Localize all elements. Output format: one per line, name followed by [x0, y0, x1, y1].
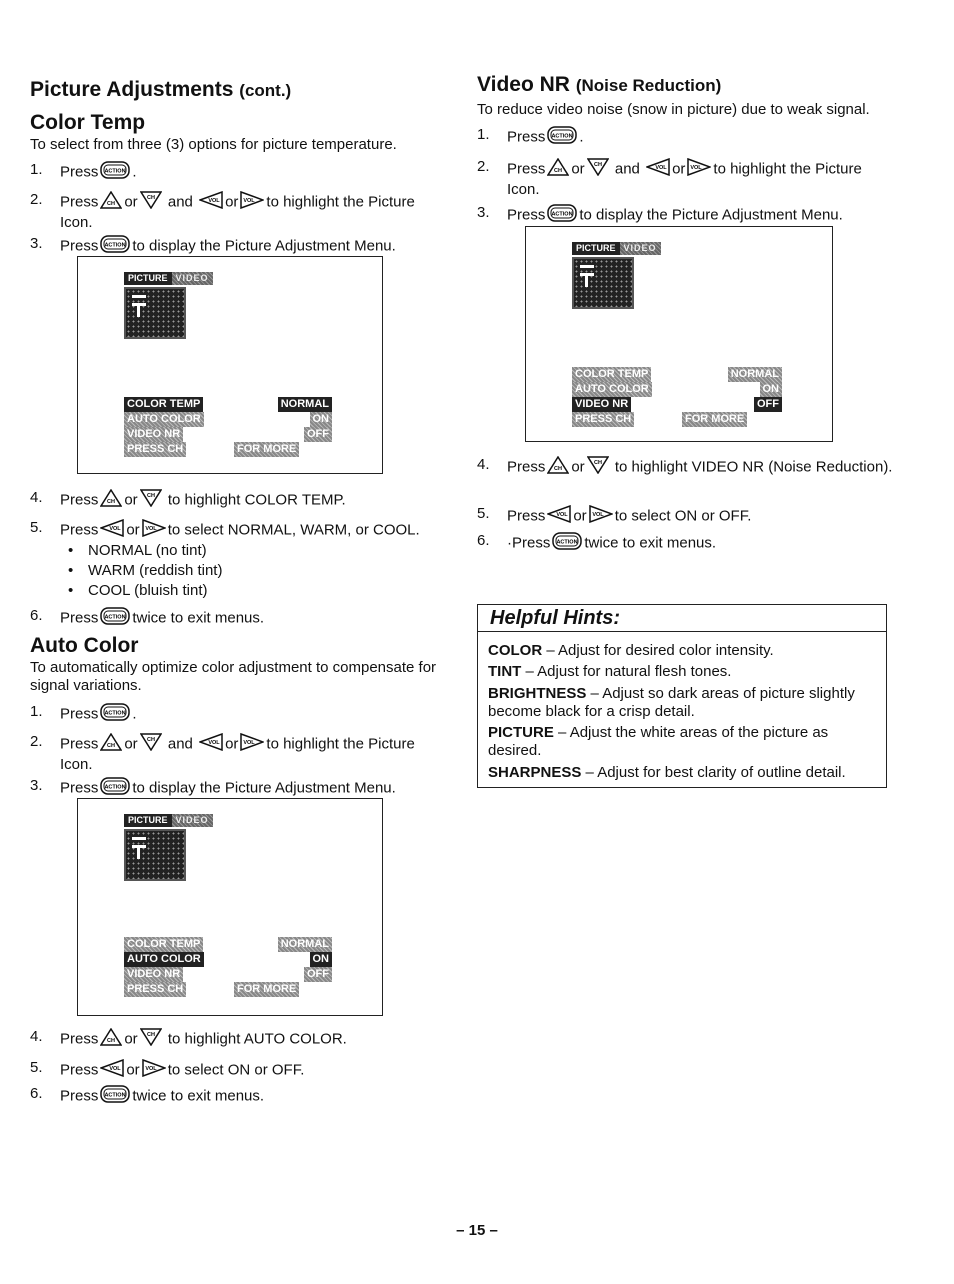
vol-right-icon [240, 733, 264, 756]
tab-picture: PICTURE [124, 814, 172, 827]
video-nr-intro: To reduce video noise (snow in picture) due to weak signal. [477, 101, 870, 118]
action-button-icon [100, 1085, 130, 1108]
tv-screen-color-temp [77, 256, 383, 474]
svg-text:VOL: VOL [145, 526, 157, 532]
tab-picture: PICTURE [572, 242, 620, 255]
svg-text:CH: CH [107, 201, 116, 207]
ch-down-icon [140, 1028, 162, 1051]
ch-down-icon [140, 191, 162, 214]
menu-list: COLOR TEMP NORMAL AUTO COLOR ON VIDEO NR OFF PRESS CH FOR MORE [124, 937, 332, 997]
svg-text:ACTION: ACTION [104, 614, 126, 621]
svg-text:VOL: VOL [208, 198, 220, 204]
action-button-icon [100, 607, 130, 630]
action-button-icon [100, 777, 130, 800]
svg-text:CH: CH [554, 168, 563, 174]
ch-up-icon [100, 733, 122, 756]
helpful-hints-title: Helpful Hints: [478, 605, 886, 632]
menu-list: COLOR TEMP NORMAL AUTO COLOR ON VIDEO NR OFF PRESS CH FOR MORE [124, 397, 332, 457]
ch-down-icon [587, 456, 609, 479]
ch-up-icon [100, 489, 122, 512]
svg-text:VOL: VOL [109, 526, 121, 532]
video-nr-step-4: 4. Press CH or CH to highlight VIDEO NR (Noise Reduction). [477, 456, 897, 494]
vol-right-icon [142, 1059, 166, 1082]
svg-text:CH: CH [146, 195, 155, 201]
action-button-icon [547, 126, 577, 149]
video-nr-title: Video NR (Noise Reduction) [477, 73, 722, 96]
svg-text:ACTION: ACTION [551, 211, 573, 218]
hint-brightness: BRIGHTNESS – Adjust so dark areas of picture slightly become black for a crisp detail. [488, 685, 855, 720]
vol-left-icon [646, 158, 670, 181]
ch-down-icon [587, 158, 609, 181]
svg-text:VOL: VOL [243, 198, 256, 204]
ch-down-icon [140, 489, 162, 512]
svg-text:CH: CH [593, 460, 602, 466]
vol-left-icon [199, 191, 223, 214]
color-temp-step-2: 2. Press CH or CH and VOL or VOL to highlight the Picture Icon. [30, 191, 415, 231]
action-button-icon [100, 235, 130, 258]
picture-tv-icon [572, 257, 634, 309]
auto-color-title: Auto Color [30, 634, 139, 657]
vol-right-icon [240, 191, 264, 214]
svg-text:VOL: VOL [109, 1066, 121, 1072]
svg-text:ACTION: ACTION [104, 242, 126, 249]
svg-text:ACTION: ACTION [104, 710, 126, 717]
section-header-title: Picture Adjustments [30, 78, 234, 101]
svg-text:VOL: VOL [208, 740, 220, 746]
action-button-icon [552, 532, 582, 555]
tab-video: VIDEO [172, 272, 213, 285]
tv-screen-video-nr [525, 226, 833, 442]
picture-tv-icon [124, 287, 186, 339]
tv-screen-auto-color [77, 798, 383, 1016]
page-number: – 15 – [456, 1222, 498, 1239]
color-temp-title: Color Temp [30, 111, 146, 134]
svg-text:CH: CH [107, 743, 116, 749]
svg-text:CH: CH [107, 1038, 116, 1044]
svg-text:VOL: VOL [690, 165, 703, 171]
hint-picture: PICTURE – Adjust the white areas of the picture as desired. [488, 724, 829, 759]
svg-text:CH: CH [107, 499, 116, 505]
action-button-icon [100, 161, 130, 184]
svg-text:ACTION: ACTION [104, 784, 126, 791]
svg-text:VOL: VOL [556, 512, 568, 518]
menu-list: COLOR TEMP NORMAL AUTO COLOR ON VIDEO NR OFF PRESS CH FOR MORE [572, 367, 782, 427]
auto-color-step-2: 2. Press CH or CH and VOL or VOL to highlight the Picture Icon. [30, 733, 415, 773]
tab-video: VIDEO [172, 814, 213, 827]
svg-text:CH: CH [146, 1032, 155, 1038]
vol-right-icon [142, 519, 166, 542]
svg-text:VOL: VOL [243, 740, 256, 746]
action-button-icon [100, 703, 130, 726]
section-header-suffix: (cont.) [239, 81, 292, 100]
vol-left-icon [100, 519, 124, 542]
tab-picture: PICTURE [124, 272, 172, 285]
svg-text:CH: CH [593, 162, 602, 168]
vol-left-icon [199, 733, 223, 756]
menu-tabs [124, 814, 213, 827]
video-nr-step-2: 2. Press CH or CH and VOL or VOL to highlight the Picture Icon. [477, 158, 862, 198]
vol-right-icon [687, 158, 711, 181]
action-button-icon [547, 204, 577, 227]
menu-tabs [572, 242, 661, 255]
auto-color-intro: To automatically optimize color adjustment to compensate for signal variations. [30, 659, 437, 694]
vol-left-icon [100, 1059, 124, 1082]
picture-tv-icon [124, 829, 186, 881]
svg-text:VOL: VOL [592, 512, 604, 518]
helpful-hints-box [477, 604, 887, 788]
vol-right-icon [589, 505, 613, 528]
ch-up-icon [100, 1028, 122, 1051]
hint-tint: TINT – Adjust for natural flesh tones. [488, 663, 732, 680]
svg-text:CH: CH [146, 737, 155, 743]
svg-text:ACTION: ACTION [556, 539, 578, 546]
svg-text:ACTION: ACTION [551, 133, 573, 140]
menu-tabs [124, 272, 213, 285]
svg-text:CH: CH [146, 493, 155, 499]
svg-text:ACTION: ACTION [104, 168, 126, 175]
svg-text:VOL: VOL [655, 165, 667, 171]
hint-sharpness: SHARPNESS – Adjust for best clarity of outline detail. [488, 764, 846, 781]
ch-up-icon [100, 191, 122, 214]
hint-color: COLOR – Adjust for desired color intensity. [488, 642, 774, 659]
section-header [30, 78, 291, 103]
color-temp-intro: To select from three (3) options for picture temperature. [30, 136, 397, 153]
ch-up-icon [547, 158, 569, 181]
ch-up-icon [547, 456, 569, 479]
svg-text:CH: CH [554, 466, 563, 472]
tab-video: VIDEO [620, 242, 661, 255]
svg-text:ACTION: ACTION [104, 1092, 126, 1099]
ch-down-icon [140, 733, 162, 756]
vol-left-icon [547, 505, 571, 528]
svg-text:VOL: VOL [145, 1066, 157, 1072]
